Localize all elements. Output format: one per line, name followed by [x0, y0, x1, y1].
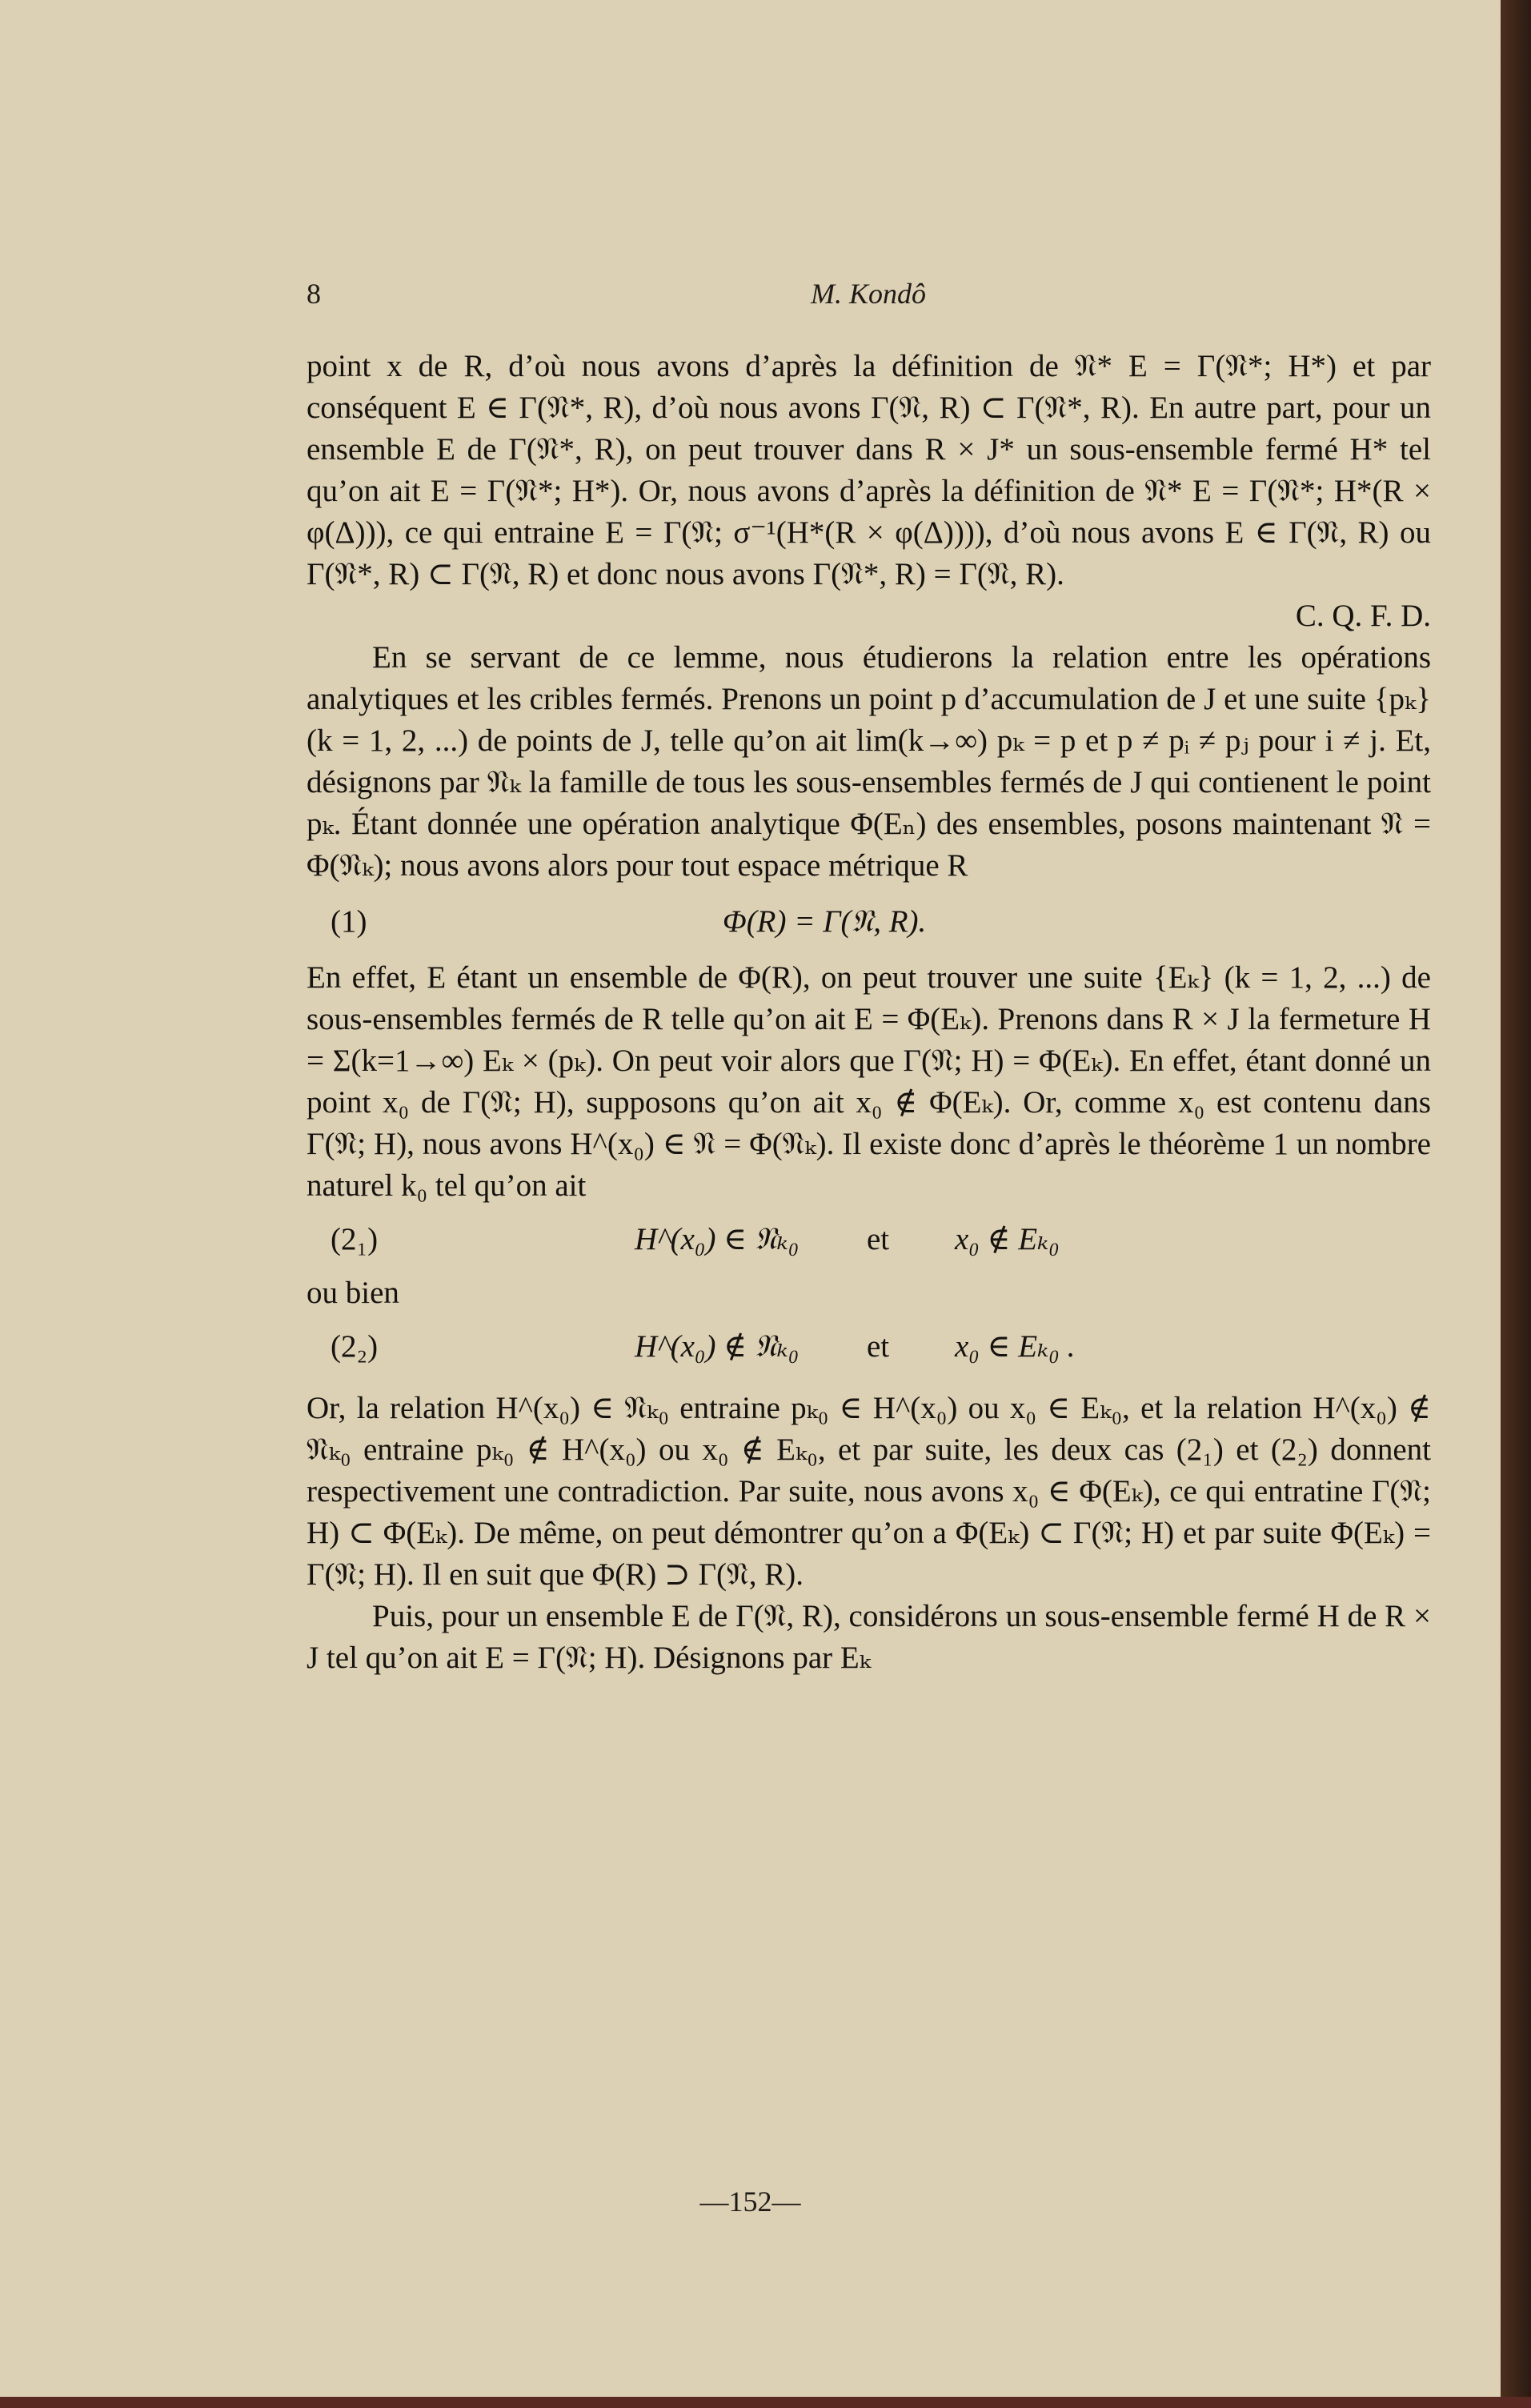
equation-number: (2₁) [331, 1222, 379, 1256]
ou-bien: ou bien [307, 1276, 399, 1310]
body-text [307, 346, 1431, 1679]
equation-left: H^(x₀) ∈ 𝔑ₖ₀ [635, 1222, 800, 1256]
paragraph-relation: Or, la relation H^(x₀) ∈ 𝔑ₖ₀ entraine pₖ₀ ∈ H^(x₀) ou x₀ ∈ Eₖ₀, et la relation H^(x₀) ∉ 𝔑ₖ₀ entraine pₖ₀ ∉ H^(x₀) ou x₀ ∉ Eₖ₀, et par suite, les deux cas (2₁) et (2₂) donnent respectivement une contradiction. Par suite, nous avons x₀ ∈ Φ(Eₖ), ce qui entratine Γ(𝔑; H) ⊂ Φ(Eₖ). De même, on peut démontrer qu’on a Φ(Eₖ) ⊂ Γ(𝔑; H) et par suite Φ(Eₖ) = Γ(𝔑; H). Il en suit que Φ(R) ⊃ Γ(𝔑, R). [307, 1391, 1431, 1592]
equation-1 [307, 896, 1431, 948]
book-binding-edge [1501, 0, 1531, 2408]
equation-right: x₀ ∉ Eₖ₀ [955, 1222, 1060, 1256]
paragraph-puis: Puis, pour un ensemble E de Γ(𝔑, R), considérons un sous-ensemble fermé H de R × J tel qu’on ait E = Γ(𝔑; H). Désignons par Eₖ [307, 1599, 1431, 1675]
equation-number: (1) [331, 904, 367, 939]
equation-2-2 [307, 1320, 1431, 1373]
book-cover-edge [0, 2397, 1531, 2408]
equation-number: (2₂) [331, 1329, 379, 1364]
equation-left: H^(x₀) ∉ 𝔑ₖ₀ [635, 1329, 800, 1364]
equation-conjunction: et [867, 1329, 890, 1364]
equation-formula: Φ(R) = Γ(𝔑, R). [723, 904, 927, 939]
paragraph-proof-end: point x de R, d’où nous avons d’après la définition de 𝔑* E = Γ(𝔑*; H*) et par conséquent E ∈ Γ(𝔑*, R), d’où nous avons Γ(𝔑, R) ⊂ Γ(𝔑*, R). En autre part, pour un ensemble E de Γ(𝔑*, R), on peut trouver dans R × J* un sous-ensemble fermé H* tel qu’on ait E = Γ(𝔑*; H*). Or, nous avons d’après la définition de 𝔑* E = Γ(𝔑*; H*(R × φ(Δ))), ce qui entraine E = Γ(𝔑; σ⁻¹(H*(R × φ(Δ)))), d’où nous avons E ∈ Γ(𝔑, R) ou Γ(𝔑*, R) ⊂ Γ(𝔑, R) et donc nous avons Γ(𝔑*, R) = Γ(𝔑, R). [307, 349, 1431, 591]
page-footer-number: —152— [699, 2186, 801, 2218]
paragraph-lemma-use: En se servant de ce lemme, nous étudierons la relation entre les opérations analytiques et les cribles fermés. Prenons un point p d’accumulation de J et une suite {pₖ} (k = 1, 2, ...) de points de J, telle qu’on ait lim(k→∞) pₖ = p et p ≠ pᵢ ≠ pⱼ pour i ≠ j. Et, désignons par 𝔑ₖ la famille de tous les sous-ensembles fermés de J qui contienent le point pₖ. Étant donnée une opération analytique Φ(Eₙ) des ensembles, posons maintenant 𝔑 = Φ(𝔑ₖ); nous avons alors pour tout espace métrique R [307, 640, 1431, 883]
equation-right: x₀ ∈ Eₖ₀ . [955, 1329, 1076, 1364]
cqfd: C. Q. F. D. [1295, 599, 1431, 633]
equation-2-1 [307, 1213, 1431, 1266]
running-head-author: M. Kondô [811, 278, 926, 310]
paragraph-en-effet: En effet, E étant un ensemble de Φ(R), on peut trouver une suite {Eₖ} (k = 1, 2, ...) de sous-ensembles fermés de R telle qu’on ait E = Φ(Eₖ). Prenons dans R × J la fermeture H = Σ(k=1→∞) Eₖ × (pₖ). On peut voir alors que Γ(𝔑; H) = Φ(Eₖ). En effet, étant donné un point x₀ de Γ(𝔑; H), supposons qu’on ait x₀ ∉ Φ(Eₖ). Or, comme x₀ est contenu dans Γ(𝔑; H), nous avons H^(x₀) ∈ 𝔑 = Φ(𝔑ₖ). Il existe donc d’après le théorème 1 un nombre naturel k₀ tel qu’on ait [307, 960, 1431, 1203]
equation-conjunction: et [867, 1222, 890, 1256]
page-number: 8 [307, 278, 321, 310]
